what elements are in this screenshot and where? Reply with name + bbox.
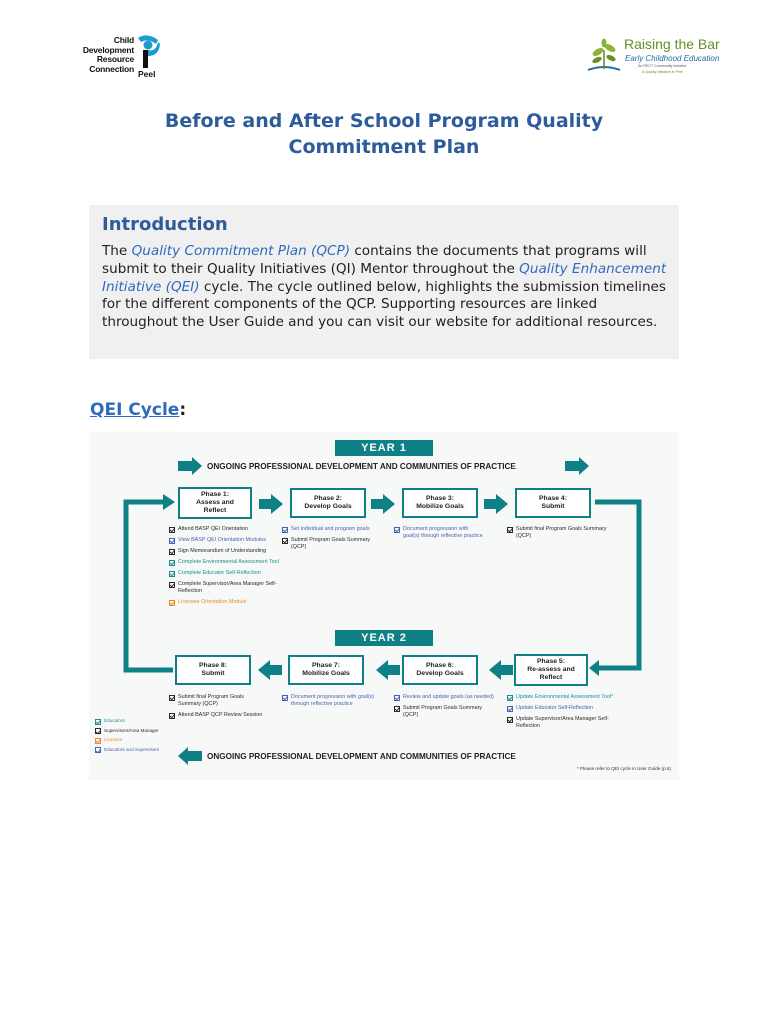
checkbox-icon <box>95 728 101 734</box>
arrow-p5-p6 <box>489 660 513 680</box>
qei-link[interactable]: Quality Enhancement Initiative (QEI) <box>102 260 667 295</box>
year2-banner: YEAR 2 <box>335 630 433 646</box>
left-loop-line <box>126 502 173 670</box>
task-item: Submit Program Goals Summary (QCP) <box>282 537 374 551</box>
checkbox-icon <box>169 713 175 719</box>
phase-1-box: Phase 1: Assess and Reflect <box>178 487 252 519</box>
checkbox-icon <box>169 549 175 555</box>
task-item: Complete Environmental Assessment Tool <box>169 559 289 566</box>
arrow-p3-p4 <box>484 494 508 514</box>
task-item: Update Educator Self-Reflection <box>507 705 625 712</box>
task-item: Attend BASP QCP Review Session <box>169 712 265 719</box>
task-item: Update Environmental Assessment Tool* <box>507 694 625 701</box>
left-loop-arrowhead <box>163 494 175 510</box>
phase-3-tasks <box>394 526 486 544</box>
band-arrow-top-right <box>565 457 589 475</box>
task-item: Submit final Program Goals Summary (QCP) <box>507 526 607 540</box>
ongoing-pd-band-top: ONGOING PROFESSIONAL DEVELOPMENT AND COMMUNITIES OF PRACTICE <box>207 462 516 471</box>
arrow-p1-p2 <box>259 494 283 514</box>
cdrc-peel-logo <box>60 32 170 82</box>
checkbox-icon <box>507 527 513 533</box>
phase-4-tasks <box>507 526 607 544</box>
checkbox-icon <box>169 582 175 588</box>
phase-1-tasks <box>169 526 289 610</box>
checkbox-icon <box>507 706 513 712</box>
qei-cycle-heading: QEI Cycle: <box>90 400 187 420</box>
phase-6-tasks <box>394 694 498 723</box>
checkbox-icon <box>169 571 175 577</box>
checkbox-icon <box>169 695 175 701</box>
phase-2-tasks <box>282 526 374 555</box>
qei-cycle-link[interactable]: QEI Cycle <box>90 400 180 420</box>
legend-item: Supervisors/Area Manager <box>95 728 165 735</box>
task-item: Document progression with goal(s) through reflective practice <box>282 694 378 708</box>
task-item: Licensee Orientation Module <box>169 599 289 606</box>
checkbox-icon <box>282 527 288 533</box>
checkbox-icon <box>169 538 175 544</box>
phase-7-tasks <box>282 694 378 712</box>
diagram-footnote: * Please refer to QEI cycle in User Guide (p.5) <box>577 766 671 771</box>
phase-3-box: Phase 3: Mobilize Goals <box>402 488 478 518</box>
arrow-p7-p8 <box>258 660 282 680</box>
legend-item: Educators and Supervisors <box>95 747 165 754</box>
checkbox-icon <box>282 695 288 701</box>
task-item: Sign Memorandum of Understanding <box>169 548 289 555</box>
checkbox-icon <box>394 706 400 712</box>
checkbox-icon <box>507 695 513 701</box>
phase-7-box: Phase 7: Mobilize Goals <box>288 655 364 685</box>
checkbox-icon <box>95 738 101 744</box>
task-item: Complete Educator Self-Reflection <box>169 570 289 577</box>
introduction-section <box>89 205 679 359</box>
task-item: Set individual and program goals <box>282 526 374 533</box>
task-item: Document progression with goal(s) through reflective practice <box>394 526 486 540</box>
checkbox-icon <box>169 600 175 606</box>
task-item: Update Supervisor/Area Manager Self-Reflection <box>507 716 625 730</box>
arrow-p2-p3 <box>371 494 395 514</box>
phase-6-box: Phase 6: Develop Goals <box>402 655 478 685</box>
task-item: Submit final Program Goals Summary (QCP) <box>169 694 265 708</box>
qcp-link[interactable]: Quality Commitment Plan (QCP) <box>131 243 351 259</box>
phase-8-tasks <box>169 694 265 723</box>
checkbox-icon <box>95 747 101 753</box>
diagram-legend <box>95 718 165 756</box>
band-arrow-top-left <box>178 457 202 475</box>
qei-cycle-diagram <box>89 432 679 780</box>
checkbox-icon <box>394 527 400 533</box>
rtb-tagline-2: A Quality Initiative in Peel <box>642 70 683 74</box>
rtb-title: Raising the Bar <box>624 36 720 52</box>
checkbox-icon <box>282 538 288 544</box>
arrow-p6-p7 <box>376 660 400 680</box>
legend-item: Licensee <box>95 737 165 744</box>
rtb-tagline: An RECT Community Initiative <box>638 64 687 68</box>
year1-banner: YEAR 1 <box>335 440 433 456</box>
ongoing-pd-band-bottom: ONGOING PROFESSIONAL DEVELOPMENT AND COMMUNITIES OF PRACTICE <box>207 752 516 761</box>
introduction-paragraph: The Quality Commitment Plan (QCP) contains the documents that programs will submit to their Quality Initiatives (QI) Mentor throughout the Quality Enhancement Initiative (QEI) cycle. The cycle outlined below, highlights the submission timelines for the different components of the QCP. Supporting resources are linked throughout the User Guide and you can visit our website for additional resources. <box>102 243 667 331</box>
phase-2-box: Phase 2: Develop Goals <box>290 488 366 518</box>
checkbox-icon <box>95 719 101 725</box>
task-item: Submit Program Goals Summary (QCP) <box>394 705 498 719</box>
task-item: Review and update goals (as needed) <box>394 694 498 701</box>
right-loop-arrowhead <box>589 660 599 676</box>
phase-8-box: Phase 8: Submit <box>175 655 251 685</box>
phase-5-box: Phase 5: Re-assess and Reflect <box>514 654 588 686</box>
raising-the-bar-logo <box>586 36 726 78</box>
checkbox-icon <box>394 695 400 701</box>
task-item: Complete Supervisor/Area Manager Self-Reflection <box>169 581 289 595</box>
introduction-heading: Introduction <box>102 214 228 235</box>
person-figure-icon <box>132 34 162 70</box>
sprout-icon <box>586 36 622 76</box>
band-arrow-bottom-left <box>178 747 202 765</box>
peel-label: Peel <box>138 69 156 79</box>
cdrc-wordmark: Child Development Resource Connection <box>82 35 134 74</box>
checkbox-icon <box>169 560 175 566</box>
checkbox-icon <box>169 527 175 533</box>
phase-5-tasks <box>507 694 625 734</box>
legend-item: Educators <box>95 718 165 725</box>
task-item: Attend BASP QEI Orientation <box>169 526 289 533</box>
rtb-subtitle: Early Childhood Education <box>625 54 720 63</box>
phase-4-box: Phase 4: Submit <box>515 488 591 518</box>
page-title: Before and After School Program Quality Commitment Plan <box>164 110 604 158</box>
task-item: View BASP QEI Orientation Modules <box>169 537 289 544</box>
checkbox-icon <box>507 717 513 723</box>
